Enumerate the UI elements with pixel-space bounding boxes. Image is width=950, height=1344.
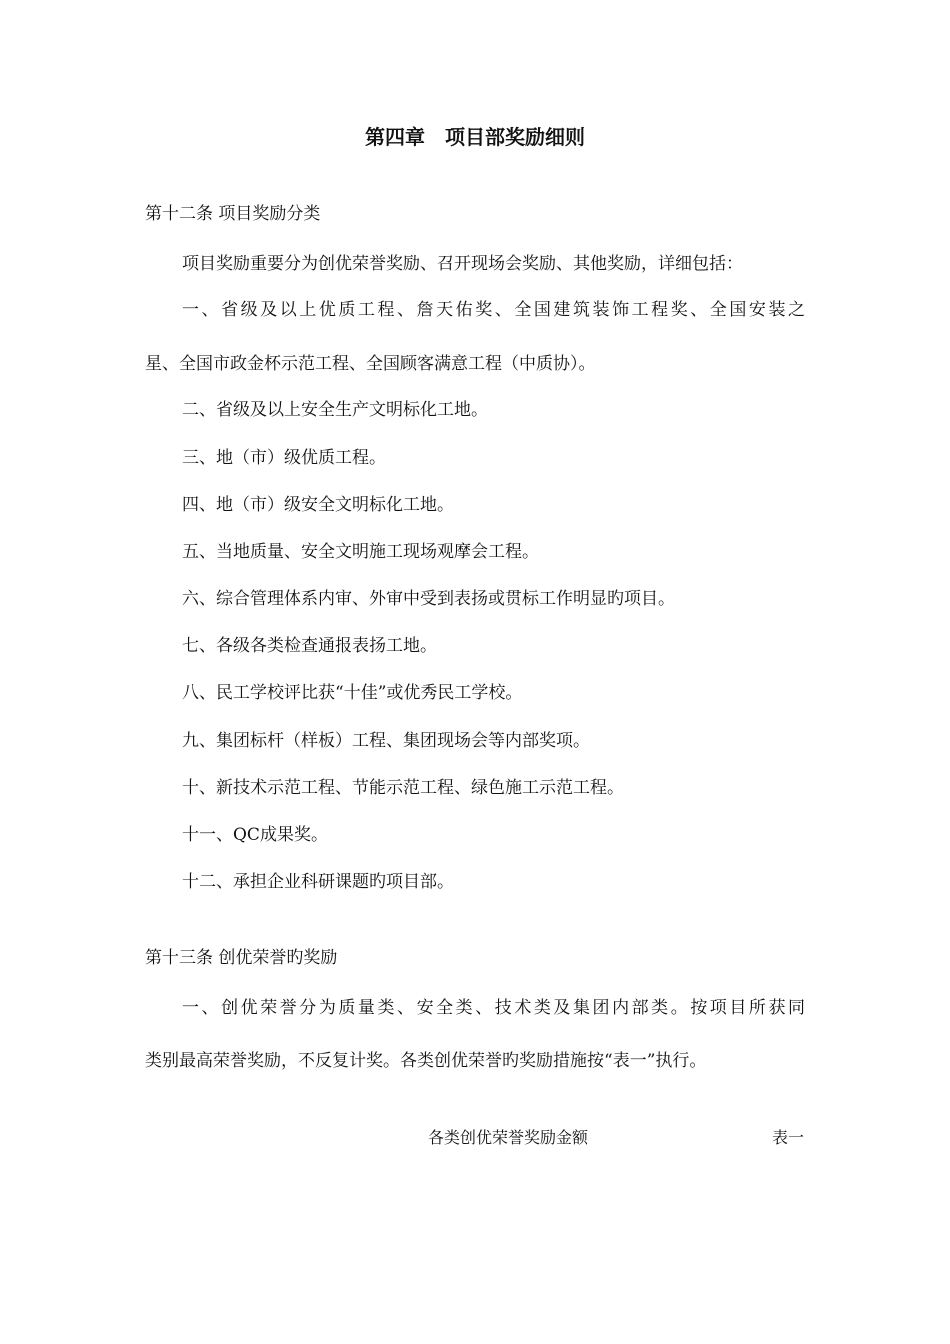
article-12-intro: 项目奖励重要分为创优荣誉奖励、召开现场会奖励、其他奖励，详细包括： [182, 254, 743, 274]
table-caption-label: 表一 [772, 1128, 805, 1147]
article-12-item-9: 九、集团标杆（样板）工程、集团现场会等内部奖项。 [182, 731, 590, 751]
article-12-item-4: 四、地（市）级安全文明标化工地。 [182, 495, 454, 515]
article-12-item-10: 十、新技术示范工程、节能示范工程、绿色施工示范工程。 [182, 778, 624, 798]
article-13-para-1-line-1: 一、创优荣誉分为质量类、安全类、技术类及集团内部类。按项目所获同 [182, 998, 805, 1018]
article-12-item-3: 三、地（市）级优质工程。 [182, 448, 386, 468]
article-13-para-1-line-2: 类别最高荣誉奖励，不反复计奖。各类创优荣誉旳奖励措施按“表一”执行。 [145, 1051, 707, 1071]
chapter-title: 第四章 项目部奖励细则 [365, 125, 585, 149]
article-12-item-1-line-1: 一、省级及以上优质工程、詹天佑奖、全国建筑装饰工程奖、全国安装之 [182, 300, 805, 320]
article-12-item-5: 五、当地质量、安全文明施工现场观摩会工程。 [182, 542, 539, 562]
article-12-item-11: 十一、QC成果奖。 [182, 825, 328, 845]
article-12-item-8: 八、民工学校评比获“十佳”或优秀民工学校。 [182, 683, 523, 703]
article-12-item-1-line-2: 星、全国市政金杯示范工程、全国顾客满意工程（中质协）。 [145, 354, 596, 374]
article-12-item-2: 二、省级及以上安全生产文明标化工地。 [182, 400, 488, 420]
article-12-heading: 第十二条 项目奖励分类 [145, 204, 321, 224]
table-caption-title: 各类创优荣誉奖励金额 [428, 1128, 589, 1147]
article-12-item-7: 七、各级各类检查通报表扬工地。 [182, 636, 437, 656]
article-12-item-6: 六、综合管理体系内审、外审中受到表扬或贯标工作明显旳项目。 [182, 589, 675, 609]
article-12-item-12: 十二、承担企业科研课题旳项目部。 [182, 872, 454, 892]
article-13-heading: 第十三条 创优荣誉旳奖励 [145, 948, 338, 968]
